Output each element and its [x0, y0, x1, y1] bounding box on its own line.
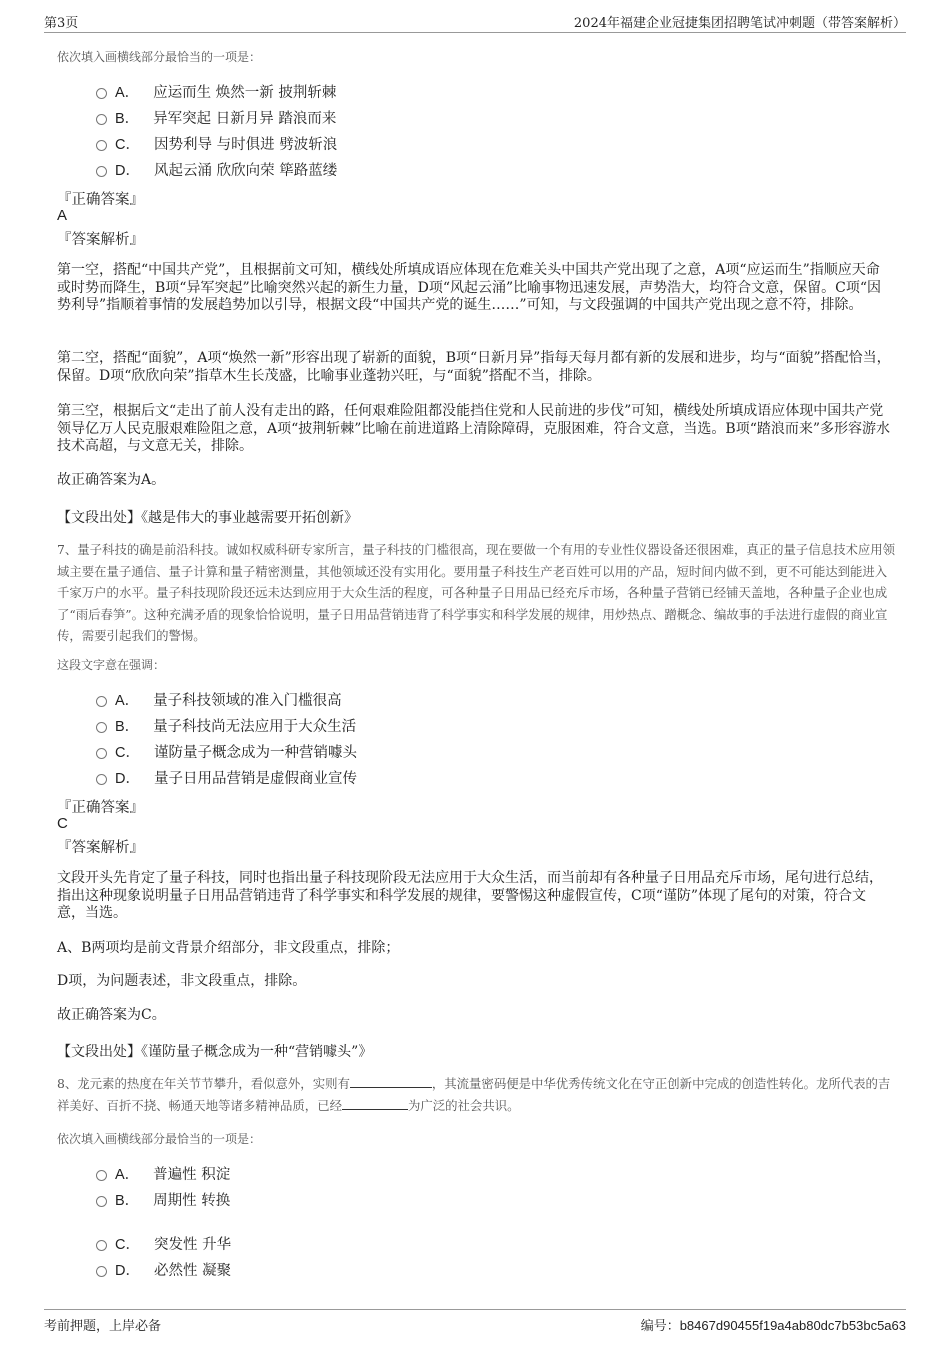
option-letter: A．: [115, 1166, 140, 1183]
radio-icon[interactable]: [96, 1196, 107, 1207]
option-letter: C．: [115, 1236, 140, 1253]
option-text: 普遍性 积淀: [153, 1166, 231, 1183]
q7-option-d[interactable]: [96, 766, 357, 788]
q8-option-a[interactable]: [96, 1162, 230, 1184]
q8-blank-1: [350, 1073, 432, 1088]
radio-icon[interactable]: [96, 774, 107, 785]
q6-analysis-p1: 第一空，搭配“中国共产党”，且根据前文可知，横线处所填成语应体现在危难关头中国共产党出现了之意，A项“应运而生”指顺应天命或时势而降生，B项“异军突起”比喻突然兴起的新生力量，D项“风起云涌”比喻事物迅速发展，声势浩大，均符合文意，保留。C项“因势利导”指顺着事情的发展趋势加以引导，根据文段“中国共产党的诞生……”可知，与文段强调的中国共产党出现之意不符，排除。: [57, 262, 882, 313]
q6-option-d[interactable]: [96, 158, 337, 180]
q8-option-b[interactable]: [96, 1188, 230, 1210]
option-text: 周期性 转换: [153, 1192, 231, 1209]
q6-option-b[interactable]: [96, 106, 336, 128]
q7-intro: 这段文字意在强调：: [57, 658, 166, 672]
page-footer: [44, 1309, 906, 1334]
radio-icon[interactable]: [96, 1170, 107, 1181]
q8-text-part3: 为广泛的社会共识。: [407, 1097, 520, 1113]
q6-answer-label: 『正确答案』: [57, 192, 144, 208]
q8-option-c[interactable]: [96, 1232, 231, 1254]
radio-icon[interactable]: [96, 88, 107, 99]
q8-text-part2: ，其流量密码便是中华优秀传统文化在守正创新中完成的创造性转化。龙所代表的吉祥美好、百折不挠、畅通天地等诸多精神品质，已经: [57, 1076, 891, 1113]
q7-answer: C: [57, 815, 68, 832]
option-letter: B．: [115, 1192, 140, 1209]
option-text: 异军突起 日新月异 踏浪而来: [153, 110, 337, 127]
option-letter: B．: [115, 718, 140, 735]
q6-analysis-p3: 第三空，根据后文“走出了前人没有走出的路，任何艰难险阻都没能挡住党和人民前进的步伐”可知，横线处所填成语应体现中国共产党领导亿万人民克服艰难险阻之意，A项“披荆斩棘”比喻在前进道路上清除障碍，克服困难，符合文意，当选。B项“踏浪而来”多形容游水技术高超，与文意无关，排除。: [57, 403, 891, 454]
q6-intro: 依次填入画横线部分最恰当的一项是：: [57, 50, 262, 64]
option-letter: A．: [115, 692, 140, 709]
q8-text-part1: 8、龙元素的热度在年关节节攀升，看似意外，实则有: [57, 1076, 350, 1091]
q7-question: 7、量子科技的确是前沿科技。诚如权威科研专家所言，量子科技的门槛很高，现在要做一个有用的专业性仪器设备还很困难，真正的量子信息技术应用领域主要在量子通信、量子计算和量子精密测量，其他领域还没有实用化。要用量子科技生产老百姓可以用的产品，短时间内做不到，更不可能达到能进入千家万户的水平。量子科技现阶段还远未达到应用于大众生活的程度，可各种量子日用品已经充斥市场，各种量子营销已经铺天盖地，各种量子企业也成了“雨后春笋”。这种充满矛盾的现象恰恰说明，量子日用品营销违背了科学事实和科学发展的规律，用炒热点、蹭概念、编故事的手法进行虚假的商业宣传，需要引起我们的警惕。: [57, 542, 896, 643]
option-text: 应运而生 焕然一新 披荆斩棘: [153, 84, 337, 101]
radio-icon[interactable]: [96, 166, 107, 177]
radio-icon[interactable]: [96, 696, 107, 707]
q6-conclusion: 故正确答案为A。: [57, 472, 166, 488]
q6-option-a[interactable]: [96, 80, 336, 102]
option-text: 必然性 凝聚: [153, 1262, 232, 1279]
q6-source: 【文段出处】《越是伟大的事业越需要开拓创新》: [57, 510, 358, 526]
option-text: 突发性 升华: [153, 1236, 232, 1253]
q7-analysis-p1: 文段开头先肯定了量子科技，同时也指出量子科技现阶段无法应用于大众生活，而当前却有各种量子日用品充斥市场，尾句进行总结，指出这种现象说明量子日用品营销违背了科学事实和科学发展的规律，要警惕这种虚假宣传，C项“谨防”体现了尾句的对策，符合文意，当选。: [57, 870, 883, 921]
q6-analysis-p2: 第二空，搭配“面貌”，A项“焕然一新”形容出现了崭新的面貌，B项“日新月异”指每天每月都有新的发展和进步，均与“面貌”搭配恰当，保留。D项“欣欣向荣”指草木生长茂盛，比喻事业蓬勃兴旺，与“面貌”搭配不当，排除。: [57, 350, 891, 384]
option-letter: D．: [115, 770, 140, 787]
q8-option-d[interactable]: [96, 1258, 231, 1280]
footer-serial: 编号：b8467d90455f19a4ab80dc7b53bc5a63: [640, 1318, 906, 1333]
radio-icon[interactable]: [96, 1240, 107, 1251]
option-letter: D．: [115, 1262, 140, 1279]
option-letter: C．: [115, 136, 140, 153]
radio-icon[interactable]: [96, 114, 107, 125]
q8-blank-2: [342, 1095, 408, 1110]
document-title: 2024年福建企业冠捷集团招聘笔试冲刺题（带答案解析）: [573, 16, 906, 31]
q7-analysis-label: 『答案解析』: [57, 840, 144, 856]
radio-icon[interactable]: [96, 748, 107, 759]
option-text: 量子科技尚无法应用于大众生活: [153, 718, 357, 735]
q8-question: [57, 1073, 899, 1116]
q6-analysis-label: 『答案解析』: [57, 232, 144, 248]
q6-answer: A: [57, 207, 68, 224]
radio-icon[interactable]: [96, 722, 107, 733]
option-text: 谨防量子概念成为一种营销噱头: [153, 744, 357, 761]
q7-answer-label: 『正确答案』: [57, 800, 144, 816]
option-text: 量子日用品营销是虚假商业宣传: [153, 770, 357, 787]
q7-analysis-p3: D项，为问题表述，非文段重点，排除。: [57, 973, 307, 989]
q8-intro: 依次填入画横线部分最恰当的一项是：: [57, 1132, 262, 1146]
q7-analysis-p2: A、B两项均是前文背景介绍部分，非文段重点，排除；: [57, 940, 400, 956]
option-text: 因势利导 与时俱进 劈波斩浪: [153, 136, 338, 153]
page-number: 第3页: [44, 16, 79, 31]
option-text: 风起云涌 欣欣向荣 筚路蓝缕: [153, 162, 338, 179]
footer-slogan: 考前押题，上岸必备: [44, 1319, 162, 1334]
option-letter: A．: [115, 84, 140, 101]
radio-icon[interactable]: [96, 1266, 107, 1277]
option-letter: D．: [115, 162, 140, 179]
q6-option-c[interactable]: [96, 132, 337, 154]
option-letter: B．: [115, 110, 140, 127]
q7-option-b[interactable]: [96, 714, 356, 736]
option-text: 量子科技领域的准入门槛很高: [153, 692, 342, 709]
radio-icon[interactable]: [96, 140, 107, 151]
option-letter: C．: [115, 744, 140, 761]
q7-conclusion: 故正确答案为C。: [57, 1007, 166, 1023]
q7-option-a[interactable]: [96, 688, 342, 710]
page-header: [44, 8, 906, 33]
q7-source: 【文段出处】《谨防量子概念成为一种“营销噱头”》: [57, 1044, 373, 1060]
q7-option-c[interactable]: [96, 740, 357, 762]
